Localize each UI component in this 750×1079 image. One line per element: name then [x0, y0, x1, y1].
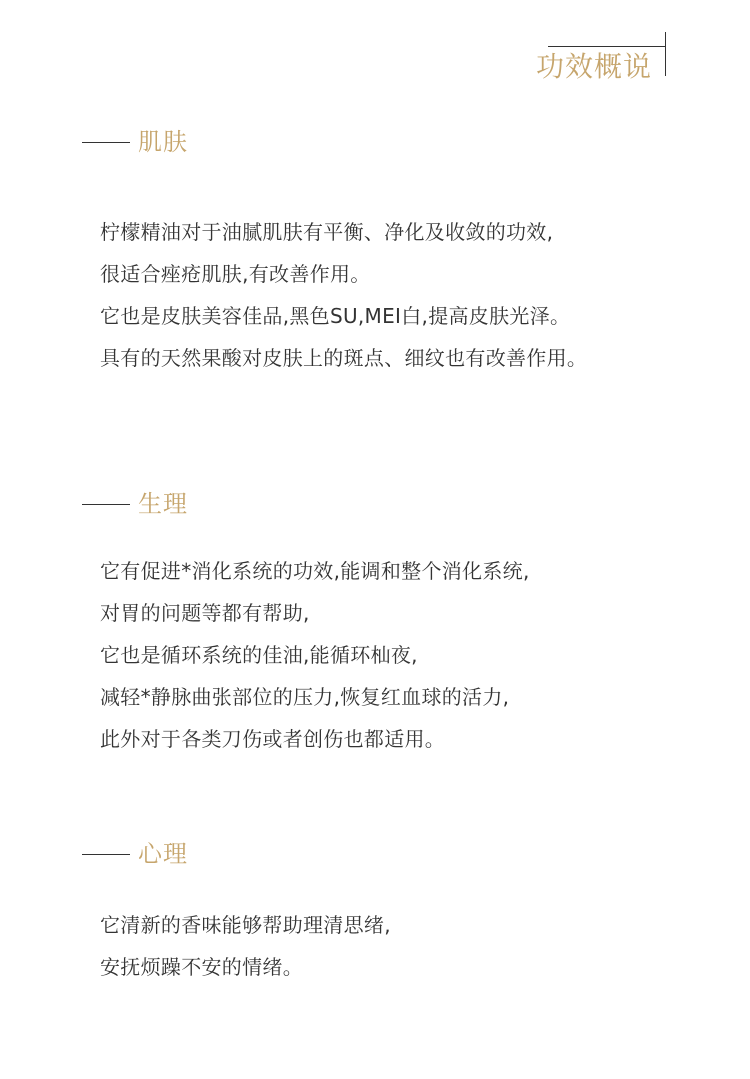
- body-line: 柠檬精油对于油腻肌肤有平衡、净化及收敛的功效,: [100, 220, 554, 244]
- section-body-skin: [100, 211, 720, 379]
- section-dash: [82, 142, 130, 143]
- page-title: 功效概说: [535, 50, 652, 83]
- header-vertical-rule: [665, 32, 666, 76]
- body-line: 减轻*静脉曲张部位的压力,恢复红血球的活力,: [100, 685, 510, 709]
- section-title: 心理: [138, 840, 188, 868]
- body-line: 具有的天然果酸对皮肤上的斑点、细纹也有改善作用。: [100, 346, 588, 370]
- body-line: 安抚烦躁不安的情绪。: [100, 955, 303, 979]
- section-header-physiology: [82, 484, 188, 524]
- section-dash: [82, 854, 130, 855]
- body-line: 它清新的香味能够帮助理清思绪,: [100, 913, 391, 937]
- page-header: [516, 40, 666, 100]
- section-title: 肌肤: [138, 128, 188, 156]
- body-line: 对胃的问题等都有帮助,: [100, 601, 310, 625]
- body-line: 它也是循环系统的佳油,能循环杣夜,: [100, 643, 418, 667]
- section-header-skin: [82, 122, 188, 162]
- section-body-psychology: [100, 904, 720, 988]
- body-line: 它有促进*消化系统的功效,能调和整个消化系统,: [100, 559, 530, 583]
- section-body-physiology: [100, 550, 720, 760]
- body-line: 它也是皮肤美容佳品,黑色SU,MEI白,提高皮肤光泽。: [100, 304, 571, 328]
- header-horizontal-rule: [548, 46, 666, 47]
- body-line: 此外对于各类刀伤或者创伤也都适用。: [100, 727, 446, 751]
- section-dash: [82, 504, 130, 505]
- section-header-psychology: [82, 834, 188, 874]
- body-line: 很适合痤疮肌肤,有改善作用。: [100, 262, 371, 286]
- section-title: 生理: [138, 490, 188, 518]
